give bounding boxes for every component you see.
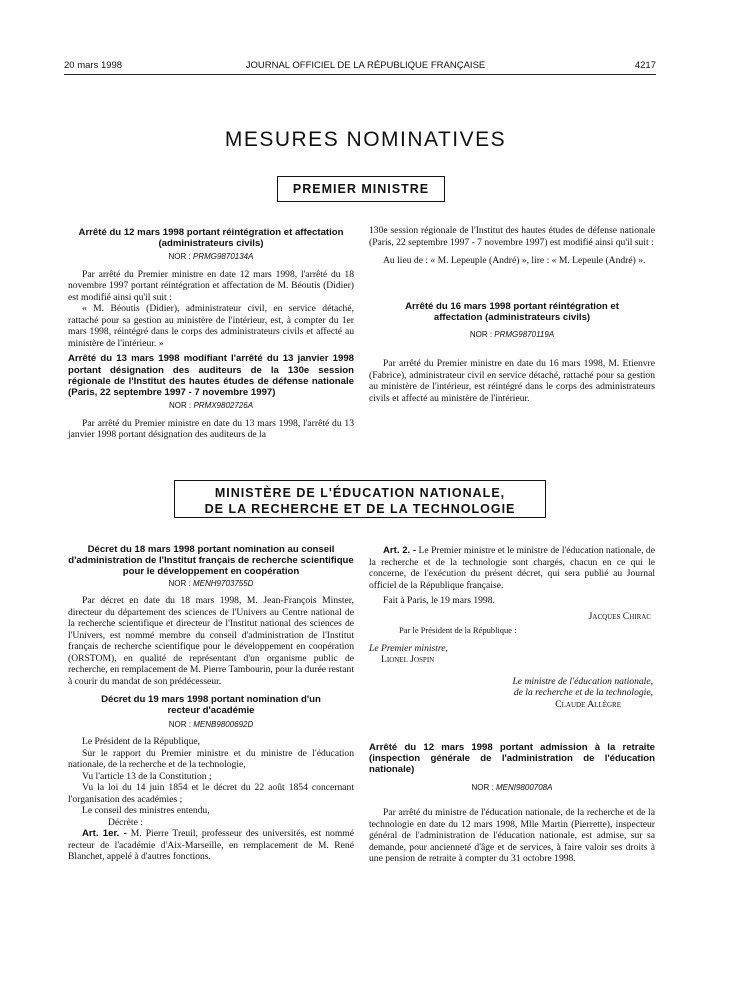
decree-line: Le Président de la République, [82, 736, 201, 748]
article-2-paragraph: Art. 2. - Le Premier ministre et le ministre de l'éducation nationale, de la recherche et de la technologie sont chargés, chacun en ce qui le concerne, de l'exécution du présent décret, qui sera publié au Journal officiel de la République française. [369, 545, 655, 591]
article-title: Arrêté du 12 mars 1998 portant admission à la retraite (inspection générale de l'administration de l'éducation nationale) [369, 742, 655, 776]
main-title: MESURES NOMINATIVES [224, 128, 507, 151]
signature-president: Jacques Chirac [588, 610, 651, 622]
section-ministere-box [174, 480, 546, 518]
nor-reference: NOR : PRMG9870134A [168, 252, 254, 262]
minister-title: Le ministre de l'éducation nationale, [512, 675, 653, 687]
article-title: Arrêté du 13 mars 1998 modifiant l'arrêté du 13 janvier 1998 portant désignation des auditeurs de la 130e session régionale de l'Institut des hautes études de défense nationale (Paris, 22 septembre 1997 - 7 novembre 1997) [68, 353, 354, 399]
section2-right-column [369, 545, 655, 865]
article-paragraph: Par arrêté du Premier ministre en date 12 mars 1998, l'arrêté du 18 novembre 1997 portant réintégration et affectation de M. Béoutis (Didier) est modifié ainsi qu'il suit : [68, 268, 354, 303]
header-page-number: 4217 [634, 60, 656, 71]
article-title: Décret du 18 mars 1998 portant nomination au conseil d'administration de l'Institut français de recherche scientifique pour le développement en coopération [68, 544, 354, 578]
decree-line: Le conseil des ministres entendu, [82, 805, 210, 817]
header-journal: JOURNAL OFFICIEL DE LA RÉPUBLIQUE FRANÇAISE [245, 60, 486, 71]
decree-line: Vu l'article 13 de la Constitution ; [82, 770, 212, 782]
pm-title: Le Premier ministre, [369, 642, 448, 654]
nor-reference: NOR : MENB9800692D [168, 719, 254, 729]
done-at: Fait à Paris, le 19 mars 1998. [383, 595, 495, 606]
article-paragraph: 130e session régionale de l'Institut des hautes études de défense nationale (Paris, 22 septembre 1997 - 7 novembre 1997) est modifié ainsi qu'il suit : [369, 225, 655, 248]
decree-line: Vu la loi du 14 juin 1854 et le décret du 22 août 1854 concernant l'organisation des académies ; [68, 782, 354, 805]
nor-reference: NOR : MENI9800708A [471, 782, 553, 792]
article-paragraph: Par décret en date du 18 mars 1998, M. Jean-François Minster, directeur du département des sciences de l'Univers au Centre national de la recherche scientifique et directeur de l'Institut national des sciences de l'Univers, est nommé membre du conseil d'administration de l'Institut français de recherche scientifique pour le développement en coopération (ORSTOM), en qualité de représentant d'un organisme public de recherche, en remplacement de M. Pierre Tambourin, pour la durée restant à courir du mandat de son prédécesseur. [68, 595, 354, 687]
article-paragraph: « M. Béoutis (Didier), administrateur civil, en service détaché, rattaché pour sa gestion au ministère de l'intérieur, est, à compter du 1er mars 1998, réintégré dans le corps des administrateurs civils et affecté au ministère de l'intérieur. » [68, 303, 354, 349]
section-premier-ministre-box [277, 176, 445, 202]
nor-reference: NOR : PRMX9802726A [168, 401, 254, 411]
article-title: Arrêté du 12 mars 1998 portant réintégration et affectation (administrateurs civils) [78, 227, 344, 250]
article-paragraph: Au lieu de : « M. Lepeuple (André) », lire : « M. Lepeule (André) ». [383, 255, 646, 266]
nor-reference: NOR : PRMG9870119A [469, 329, 555, 339]
minister-name: Claude Allègre [555, 698, 621, 710]
by-president: Par le Président de la République : [399, 625, 517, 635]
nor-reference: NOR : MENH9703755D [168, 578, 254, 588]
section2-left-column [68, 544, 354, 863]
section-title-line1: MINISTÈRE DE L'ÉDUCATION NATIONALE, [214, 486, 506, 500]
pm-name: Lionel Jospin [381, 654, 435, 665]
section1-right-column [369, 225, 655, 404]
section-title: PREMIER MINISTRE [292, 182, 430, 196]
header-date: 20 mars 1998 [64, 60, 123, 71]
article-paragraph: Par arrêté du ministre de l'éducation nationale, de la recherche et de la technologie en date du 12 mars 1998, Mlle Martin (Pierrette), inspecteur général de l'administration de l'éducation nationale, est admise, sur sa demande, pour ancienneté d'âge et de services, à faire valoir ses droits à une pension de retraite à compter du 31 octobre 1998. [369, 807, 655, 865]
section-title-line2: DE LA RECHERCHE ET DE LA TECHNOLOGIE [204, 502, 516, 516]
article-paragraph: Par arrêté du Premier ministre en date du 13 mars 1998, l'arrêté du 13 janvier 1998 portant désignation des auditeurs de la [68, 417, 354, 441]
minister-title: de la recherche et de la technologie, [513, 687, 653, 698]
decree-line: Décrète : [108, 816, 143, 828]
decree-line: Sur le rapport du Premier ministre et du ministre de l'éducation nationale, de la recherche et de la technologie, [68, 747, 354, 771]
header-rule [64, 74, 656, 75]
article-paragraph: Par arrêté du Premier ministre en date du 16 mars 1998, M. Etienvre (Fabrice), administrateur civil en service détaché, rattaché pour sa gestion au ministère de l'intérieur, est réintégré dans le corps des administrateurs civils et affecté au ministère de l'intérieur. [369, 358, 655, 404]
article-title: Arrêté du 16 mars 1998 portant réintégration et affectation (administrateurs civils) [405, 300, 619, 323]
article-1-paragraph: Art. 1er. - M. Pierre Treuil, professeur des universités, est nommé recteur de l'académie d'Aix-Marseille, en remplacement de M. René Blanchet, appelé à d'autres fonctions. [68, 828, 355, 863]
section1-left-column [68, 227, 354, 441]
article-title: Décret du 19 mars 1998 portant nomination d'un recteur d'académie [101, 694, 321, 717]
